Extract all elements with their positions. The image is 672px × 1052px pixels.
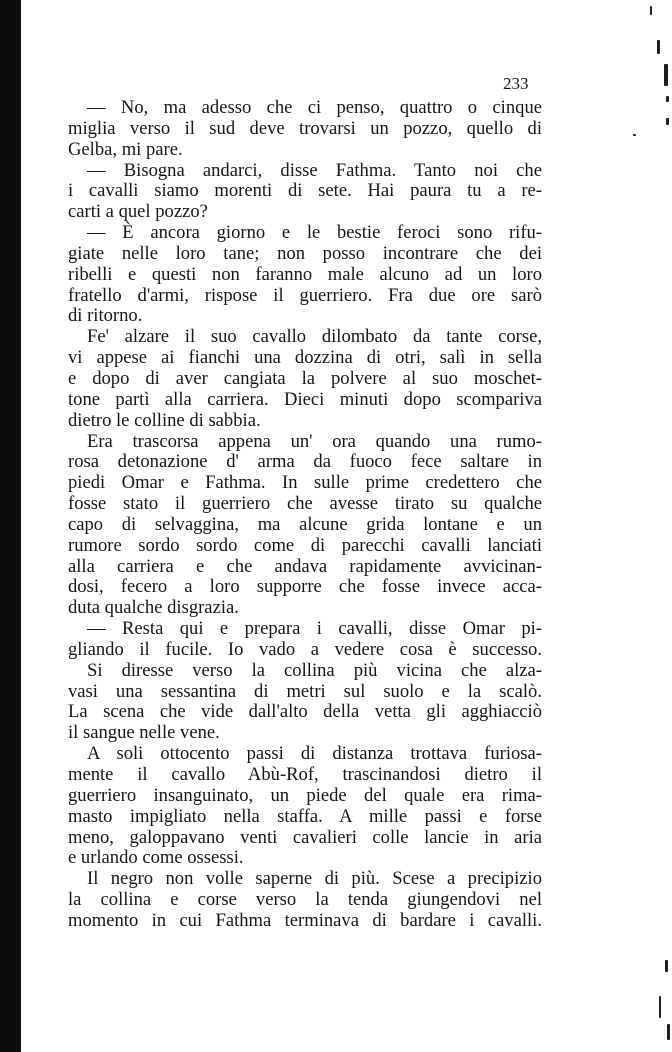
text-line: alla carriera e che andava rapidamente avvicinan- xyxy=(68,555,542,577)
text-line: — Resta qui e prepara i cavalli, disse Omar pi- xyxy=(87,618,542,640)
text-line: Fe' alzare il suo cavallo dilombato da tante corse, xyxy=(87,326,542,348)
scan-speck xyxy=(650,6,652,15)
text-line: duta qualche disgrazia. xyxy=(68,597,239,619)
text-line: dietro le colline di sabbia. xyxy=(68,409,261,431)
text-line: e urlando come ossessi. xyxy=(68,847,244,869)
text-line: il sangue nelle vene. xyxy=(68,722,220,744)
body-text xyxy=(68,98,542,932)
text-line: rosa detonazione d' arma da fuoco fece saltare in xyxy=(68,451,542,473)
scan-speck xyxy=(665,960,668,972)
text-line: tone partì alla carriera. Dieci minuti dopo scompariva xyxy=(68,388,542,410)
text-line: giate nelle loro tane; non posso incontrare che dei xyxy=(68,242,542,264)
text-line: i cavalli siamo morenti di sete. Hai paura tu a re- xyxy=(68,180,542,202)
text-line: fosse stato il guerriero che avesse tirato su qualche xyxy=(68,493,542,515)
text-line: piedi Omar e Fathma. In sulle prime credettero che xyxy=(68,472,542,494)
text-line: meno, galoppavano venti cavalieri colle lancie in aria xyxy=(68,826,542,848)
scan-speck xyxy=(657,40,660,54)
text-line: la collina e corse verso la tenda giungendovi nel xyxy=(68,889,542,911)
text-line: capo di selvaggina, ma alcune grida lontane e un xyxy=(68,513,542,535)
scan-speck xyxy=(659,996,661,1018)
page-number: 233 xyxy=(503,74,529,93)
text-line: di ritorno. xyxy=(68,305,143,327)
text-line: La scena che vide dall'alto della vetta gli agghiacciò xyxy=(68,701,542,723)
scan-speck xyxy=(633,134,636,136)
text-line: Si diresse verso la collina più vicina che alza- xyxy=(87,659,542,681)
scan-speck xyxy=(667,1024,670,1040)
text-line: — Bisogna andarci, disse Fathma. Tanto noi che xyxy=(87,159,542,181)
text-line: rumore sordo sordo come di parecchi cavalli lanciati xyxy=(68,534,542,556)
text-line: dosi, fecero a loro supporre che fosse invece acca- xyxy=(68,576,542,598)
text-line: gliando il fucile. Io vado a vedere cosa è successo. xyxy=(68,638,542,660)
binding-shadow xyxy=(0,0,21,1052)
text-line: vasi una sessantina di metri sul suolo e la scalò. xyxy=(68,680,542,702)
text-line: carti a quel pozzo? xyxy=(68,201,208,223)
text-line: — No, ma adesso che ci penso, quattro o cinque xyxy=(87,97,542,118)
text-line: vi appese ai fianchi una dozzina di otri, salì in sella xyxy=(68,347,542,369)
text-line: Gelba, mi pare. xyxy=(68,138,183,160)
text-line: guerriero insanguinato, un piede del quale era rima- xyxy=(68,784,542,806)
text-line: masto impigliato nella staffa. A mille passi e forse xyxy=(68,805,542,827)
text-line: ribelli e questi non faranno male alcuno ad un loro xyxy=(68,263,542,285)
scan-speck xyxy=(664,64,668,86)
text-line: — È ancora giorno e le bestie feroci sono rifu- xyxy=(87,222,542,244)
text-line: fratello d'armi, rispose il guerriero. Fra due ore sarò xyxy=(68,284,542,306)
text-line: e dopo di aver cangiata la polvere al suo moschet- xyxy=(68,367,542,389)
text-line: A soli ottocento passi di distanza trottava furiosa- xyxy=(87,743,542,765)
text-line: Il negro non volle saperne di più. Scese a precipizio xyxy=(87,868,542,890)
text-line: momento in cui Fathma terminava di bardare i cavalli. xyxy=(68,909,542,931)
text-line: miglia verso il sud deve trovarsi un pozzo, quello di xyxy=(68,117,542,139)
scan-speck xyxy=(666,118,669,125)
scan-speck xyxy=(666,96,669,102)
text-line: mente il cavallo Abù-Rof, trascinandosi dietro il xyxy=(68,764,542,785)
text-line: Era trascorsa appena un' ora quando una rumo- xyxy=(87,430,542,452)
